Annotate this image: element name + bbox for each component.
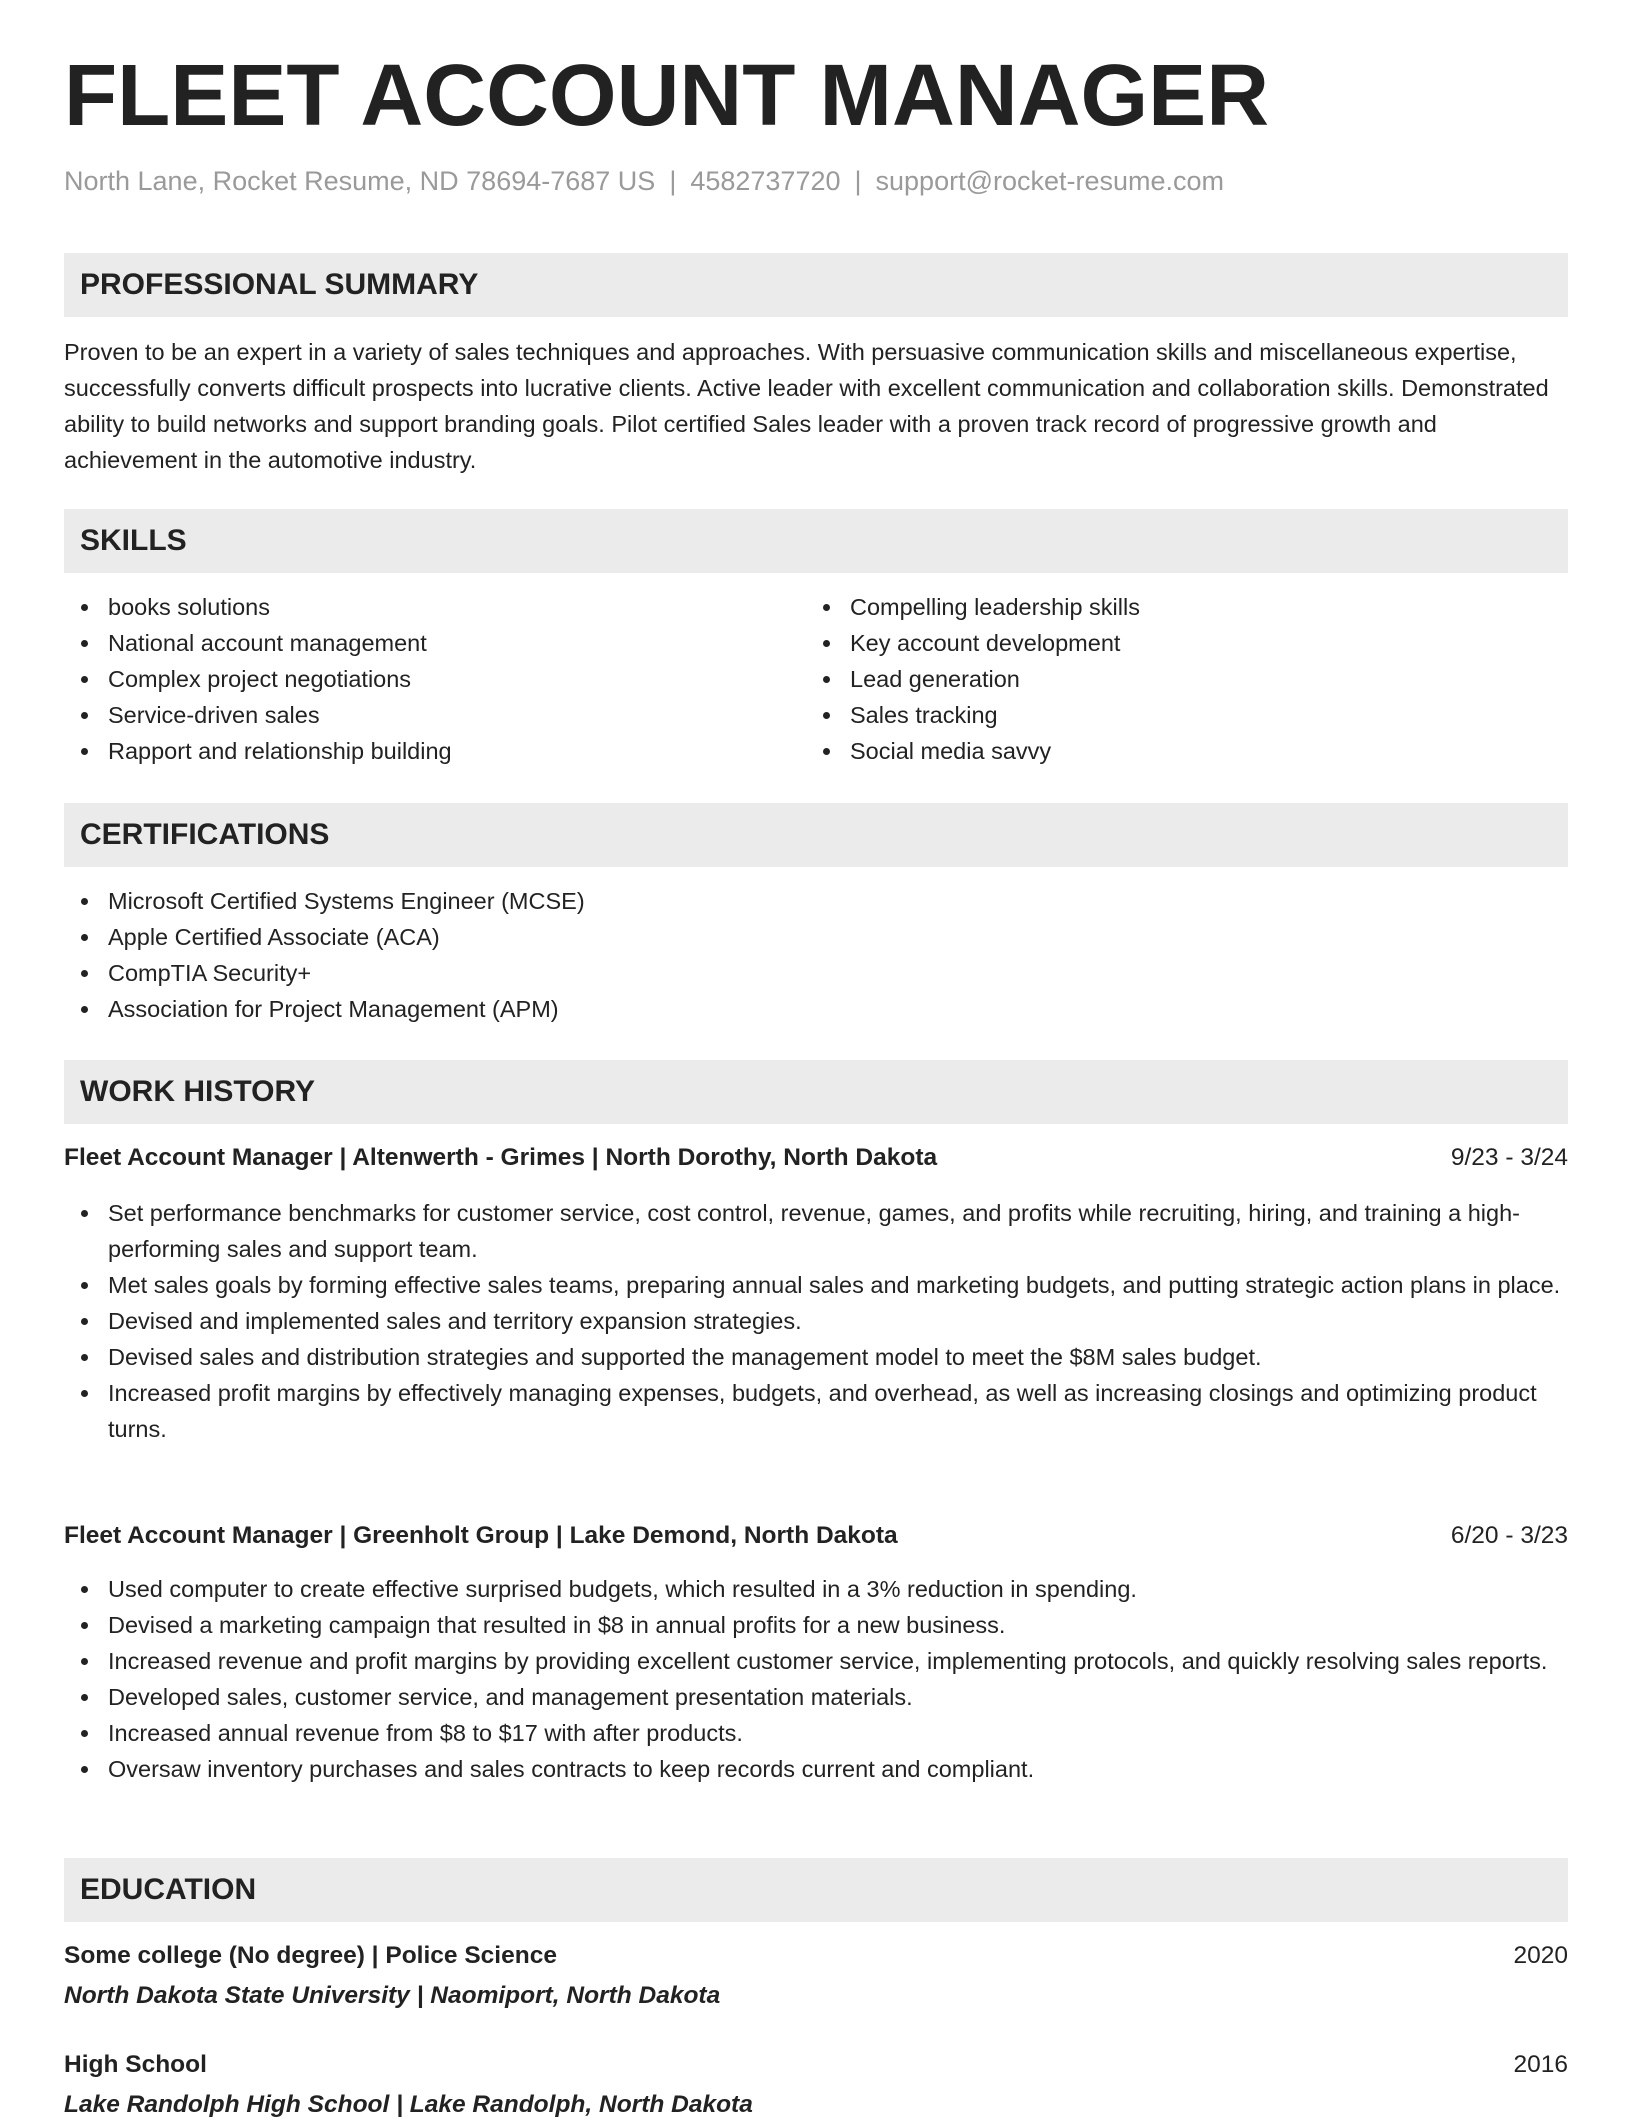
contact-email: support@rocket-resume.com [875, 166, 1225, 196]
certification-item: Microsoft Certified Systems Engineer (MCSE) [64, 883, 1568, 919]
certifications-list [64, 883, 1568, 1027]
skill-item: books solutions [64, 589, 764, 625]
section-heading-certifications: CERTIFICATIONS [64, 803, 1568, 867]
skills-list-right [806, 589, 1506, 769]
section-heading-skills: SKILLS [64, 509, 1568, 573]
education-school: North Dakota State University | Naomiport, North Dakota [64, 1982, 721, 2009]
skill-item: Complex project negotiations [64, 661, 764, 697]
section-heading-work-history: WORK HISTORY [64, 1060, 1568, 1124]
job-bullet: Oversaw inventory purchases and sales contracts to keep records current and compliant. [64, 1751, 1574, 1787]
education-year: 2020 [1513, 1942, 1568, 1969]
job-bullet: Devised and implemented sales and territory expansion strategies. [64, 1303, 1574, 1339]
job-bullets [64, 1571, 1574, 1787]
contact-separator: | [854, 166, 862, 196]
certification-item: Apple Certified Associate (ACA) [64, 919, 1568, 955]
job-dates: 9/23 - 3/24 [1450, 1144, 1568, 1171]
skill-item: Compelling leadership skills [806, 589, 1506, 625]
section-heading-summary: PROFESSIONAL SUMMARY [64, 253, 1568, 317]
education-school: Lake Randolph High School | Lake Randolph, North Dakota [64, 2091, 753, 2118]
summary-text: Proven to be an expert in a variety of sales techniques and approaches. With persuasive communication skills and miscellaneous expertise, successfully converts difficult prospects into lucrative clients. Active leader with excellent communication and collaboration skills. Demonstrated ability to build networks and support branding goals. Pilot certified Sales leader with a proven track record of progressive growth and achievement in the automotive industry. [64, 339, 1549, 473]
job-bullets [64, 1195, 1574, 1447]
contact-phone: 4582737720 [690, 166, 841, 196]
skill-item: Social media savvy [806, 733, 1506, 769]
job-title: Fleet Account Manager | Greenholt Group | Lake Demond, North Dakota [64, 1522, 898, 1549]
contact-separator: | [669, 166, 677, 196]
education-degree: Some college (No degree) | Police Science [64, 1942, 557, 1969]
section-heading-education: EDUCATION [64, 1858, 1568, 1922]
job-bullet: Increased annual revenue from $8 to $17 with after products. [64, 1715, 1574, 1751]
skill-item: Sales tracking [806, 697, 1506, 733]
job-bullet: Increased revenue and profit margins by providing excellent customer service, implementing protocols, and quickly resolving sales reports. [64, 1643, 1574, 1679]
skill-item: National account management [64, 625, 764, 661]
certification-item: CompTIA Security+ [64, 955, 1568, 991]
contact-address: North Lane, Rocket Resume, ND 78694-7687 US [64, 166, 656, 196]
job-bullet: Met sales goals by forming effective sales teams, preparing annual sales and marketing budgets, and putting strategic action plans in place. [64, 1267, 1574, 1303]
job-bullet: Increased profit margins by effectively managing expenses, budgets, and overhead, as well as increasing closings and optimizing product turns. [64, 1375, 1574, 1447]
education-year: 2016 [1513, 2051, 1568, 2078]
job-bullet: Developed sales, customer service, and management presentation materials. [64, 1679, 1574, 1715]
contact-line [64, 166, 1224, 197]
skill-item: Rapport and relationship building [64, 733, 764, 769]
resume-title: FLEET ACCOUNT MANAGER [64, 47, 1270, 144]
skill-item: Service-driven sales [64, 697, 764, 733]
job-bullet: Devised sales and distribution strategies and supported the management model to meet the $8M sales budget. [64, 1339, 1574, 1375]
job-title: Fleet Account Manager | Altenwerth - Grimes | North Dorothy, North Dakota [64, 1144, 938, 1171]
skill-item: Key account development [806, 625, 1506, 661]
skills-list-left [64, 589, 764, 769]
job-bullet: Devised a marketing campaign that resulted in $8 in annual profits for a new business. [64, 1607, 1574, 1643]
job-bullet: Set performance benchmarks for customer service, cost control, revenue, games, and profits while recruiting, hiring, and training a high-performing sales and support team. [64, 1195, 1574, 1267]
job-bullet: Used computer to create effective surprised budgets, which resulted in a 3% reduction in spending. [64, 1571, 1574, 1607]
certification-item: Association for Project Management (APM) [64, 991, 1568, 1027]
skill-item: Lead generation [806, 661, 1506, 697]
job-dates: 6/20 - 3/23 [1450, 1522, 1568, 1549]
education-degree: High School [64, 2051, 207, 2078]
